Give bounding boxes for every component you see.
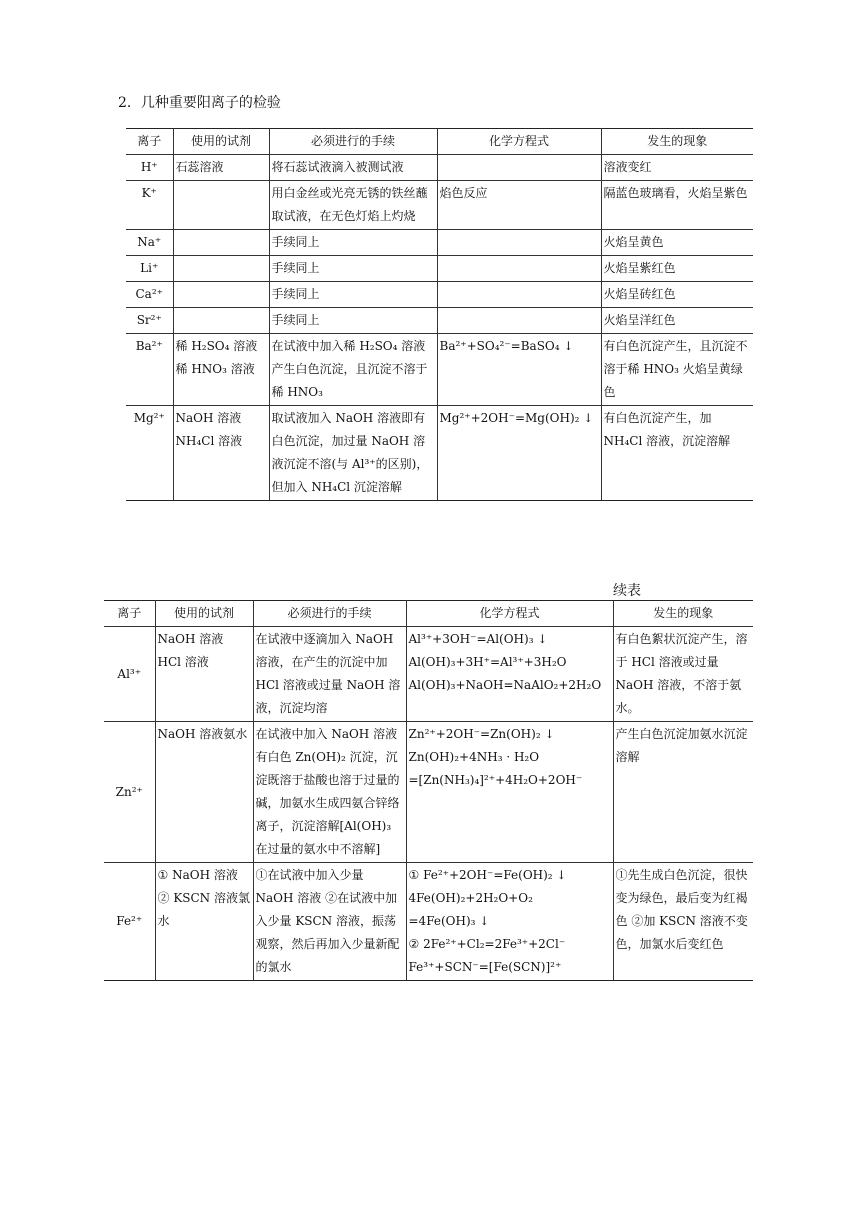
phenomenon-cell: 溶液变红 xyxy=(601,155,753,181)
ion-cell: Zn²⁺ xyxy=(104,722,155,863)
table-header-row xyxy=(104,601,753,627)
table-row xyxy=(126,308,753,334)
reagent-cell: NaOH 溶液 NH₄Cl 溶液 xyxy=(173,406,269,501)
equation-line: ① Fe²⁺+2OH⁻=Fe(OH)₂ ↓ xyxy=(408,868,567,882)
phenomenon-cell: 火焰呈洋红色 xyxy=(601,308,753,334)
equation-line: Zn²⁺+2OH⁻=Zn(OH)₂ ↓ xyxy=(408,727,555,741)
header-phenomenon: 发生的现象 xyxy=(613,601,753,627)
header-ion: 离子 xyxy=(104,601,155,627)
procedure-cell: 在试液中逐滴加入 NaOH 溶液，在产生的沉淀中加 HCl 溶液或过量 NaOH 溶液，沉淀均溶 xyxy=(253,627,406,722)
phenomenon-cell: 产生白色沉淀加氨水沉淀溶解 xyxy=(613,722,753,863)
equation-line: =4Fe(OH)₃ ↓ xyxy=(408,914,490,928)
reagent-cell: NaOH 溶液 HCl 溶液 xyxy=(155,627,253,722)
equation-line: Al(OH)₃+NaOH=NaAlO₂+2H₂O xyxy=(408,678,602,692)
equation-cell xyxy=(406,722,613,863)
equation-cell xyxy=(437,155,601,181)
procedure-cell: 手续同上 xyxy=(269,230,437,256)
equation-cell xyxy=(437,308,601,334)
continued-label: 续表 xyxy=(613,583,641,599)
procedure-cell: 用白金丝或光亮无锈的铁丝蘸取试液，在无色灯焰上灼烧 xyxy=(269,181,437,230)
ion-cell: Na⁺ xyxy=(126,230,173,256)
procedure-cell: 在试液中加入 NaOH 溶液有白色 Zn(OH)₂ 沉淀，沉淀既溶于盐酸也溶于过量的碱，加氨水生成四氨合锌络离子，沉淀溶解[Al(OH)₃ 在过量的氨水中不溶解] xyxy=(253,722,406,863)
table-row xyxy=(126,155,753,181)
reagent-cell xyxy=(173,181,269,230)
phenomenon-cell: 火焰呈黄色 xyxy=(601,230,753,256)
phenomenon-cell: 火焰呈砖红色 xyxy=(601,282,753,308)
reagent-cell xyxy=(173,308,269,334)
header-procedure: 必须进行的手续 xyxy=(253,601,406,627)
table-row xyxy=(126,334,753,406)
equation-cell xyxy=(437,256,601,282)
equation-cell: Ba²⁺+SO₄²⁻=BaSO₄ ↓ xyxy=(437,334,601,406)
reagent-cell: 稀 H₂SO₄ 溶液 稀 HNO₃ 溶液 xyxy=(173,334,269,406)
procedure-cell: ①在试液中加入少量 NaOH 溶液 ②在试液中加入少量 KSCN 溶液，振荡观察，然后再加入少量新配的氯水 xyxy=(253,863,406,981)
equation-cell xyxy=(406,627,613,722)
phenomenon-cell: 有白色沉淀产生，加 NH₄Cl 溶液，沉淀溶解 xyxy=(601,406,753,501)
header-equation: 化学方程式 xyxy=(437,129,601,155)
cation-test-table-continued xyxy=(104,600,753,981)
reagent-cell xyxy=(173,230,269,256)
table-header-row xyxy=(126,129,753,155)
table-row xyxy=(104,863,753,981)
header-equation: 化学方程式 xyxy=(406,601,613,627)
equation-line: Fe³⁺+SCN⁻=[Fe(SCN)]²⁺ xyxy=(408,960,562,974)
table-row xyxy=(126,282,753,308)
procedure-cell: 手续同上 xyxy=(269,256,437,282)
ion-cell: Li⁺ xyxy=(126,256,173,282)
reagent-cell: NaOH 溶液氨水 xyxy=(155,722,253,863)
equation-cell xyxy=(437,230,601,256)
table-row xyxy=(126,181,753,230)
phenomenon-cell: 有白色絮状沉淀产生，溶于 HCl 溶液或过量 NaOH 溶液，不溶于氨水。 xyxy=(613,627,753,722)
table-row xyxy=(126,256,753,282)
phenomenon-cell: 有白色沉淀产生，且沉淀不溶于稀 HNO₃ 火焰呈黄绿色 xyxy=(601,334,753,406)
procedure-cell: 手续同上 xyxy=(269,282,437,308)
phenomenon-cell: 火焰呈紫红色 xyxy=(601,256,753,282)
equation-line: Zn(OH)₂+4NH₃ · H₂O xyxy=(408,750,540,764)
table-row xyxy=(104,627,753,722)
reagent-cell: ① NaOH 溶液 ② KSCN 溶液氯水 xyxy=(155,863,253,981)
equation-cell xyxy=(437,282,601,308)
section-heading: 2．几种重要阳离子的检验 xyxy=(118,95,281,111)
ion-cell: Fe²⁺ xyxy=(104,863,155,981)
equation-line: ② 2Fe²⁺+Cl₂=2Fe³⁺+2Cl⁻ xyxy=(408,937,566,951)
ion-cell: Mg²⁺ xyxy=(126,406,173,501)
equation-cell: 焰色反应 xyxy=(437,181,601,230)
table-row xyxy=(104,722,753,863)
equation-line: 4Fe(OH)₂+2H₂O+O₂ xyxy=(408,891,533,905)
procedure-cell: 在试液中加入稀 H₂SO₄ 溶液产生白色沉淀，且沉淀不溶于稀 HNO₃ xyxy=(269,334,437,406)
header-reagent: 使用的试剂 xyxy=(155,601,253,627)
reagent-cell xyxy=(173,256,269,282)
header-phenomenon: 发生的现象 xyxy=(601,129,753,155)
equation-line: Al(OH)₃+3H⁺=Al³⁺+3H₂O xyxy=(408,655,567,669)
ion-cell: Ba²⁺ xyxy=(126,334,173,406)
phenomenon-cell: ①先生成白色沉淀，很快变为绿色，最后变为红褐色 ②加 KSCN 溶液不变色，加氯水后变红色 xyxy=(613,863,753,981)
ion-cell: H⁺ xyxy=(126,155,173,181)
equation-cell: Mg²⁺+2OH⁻=Mg(OH)₂ ↓ xyxy=(437,406,601,501)
table-row xyxy=(126,230,753,256)
header-ion: 离子 xyxy=(126,129,173,155)
phenomenon-cell: 隔蓝色玻璃看，火焰呈紫色 xyxy=(601,181,753,230)
ion-cell: Al³⁺ xyxy=(104,627,155,722)
ion-cell: Ca²⁺ xyxy=(126,282,173,308)
table-row xyxy=(126,406,753,501)
ion-cell: Sr²⁺ xyxy=(126,308,173,334)
procedure-cell: 取试液加入 NaOH 溶液即有白色沉淀，加过量 NaOH 溶液沉淀不溶(与 Al³⁺的区别)，但加入 NH₄Cl 沉淀溶解 xyxy=(269,406,437,501)
procedure-cell: 手续同上 xyxy=(269,308,437,334)
cation-test-table xyxy=(126,128,753,501)
header-procedure: 必须进行的手续 xyxy=(269,129,437,155)
equation-cell xyxy=(406,863,613,981)
procedure-cell: 将石蕊试液滴入被测试液 xyxy=(269,155,437,181)
reagent-cell: 石蕊溶液 xyxy=(173,155,269,181)
equation-line: Al³⁺+3OH⁻=Al(OH)₃ ↓ xyxy=(408,632,548,646)
reagent-cell xyxy=(173,282,269,308)
ion-cell: K⁺ xyxy=(126,181,173,230)
equation-line: =[Zn(NH₃)₄]²⁺+4H₂O+2OH⁻ xyxy=(408,773,583,787)
header-reagent: 使用的试剂 xyxy=(173,129,269,155)
